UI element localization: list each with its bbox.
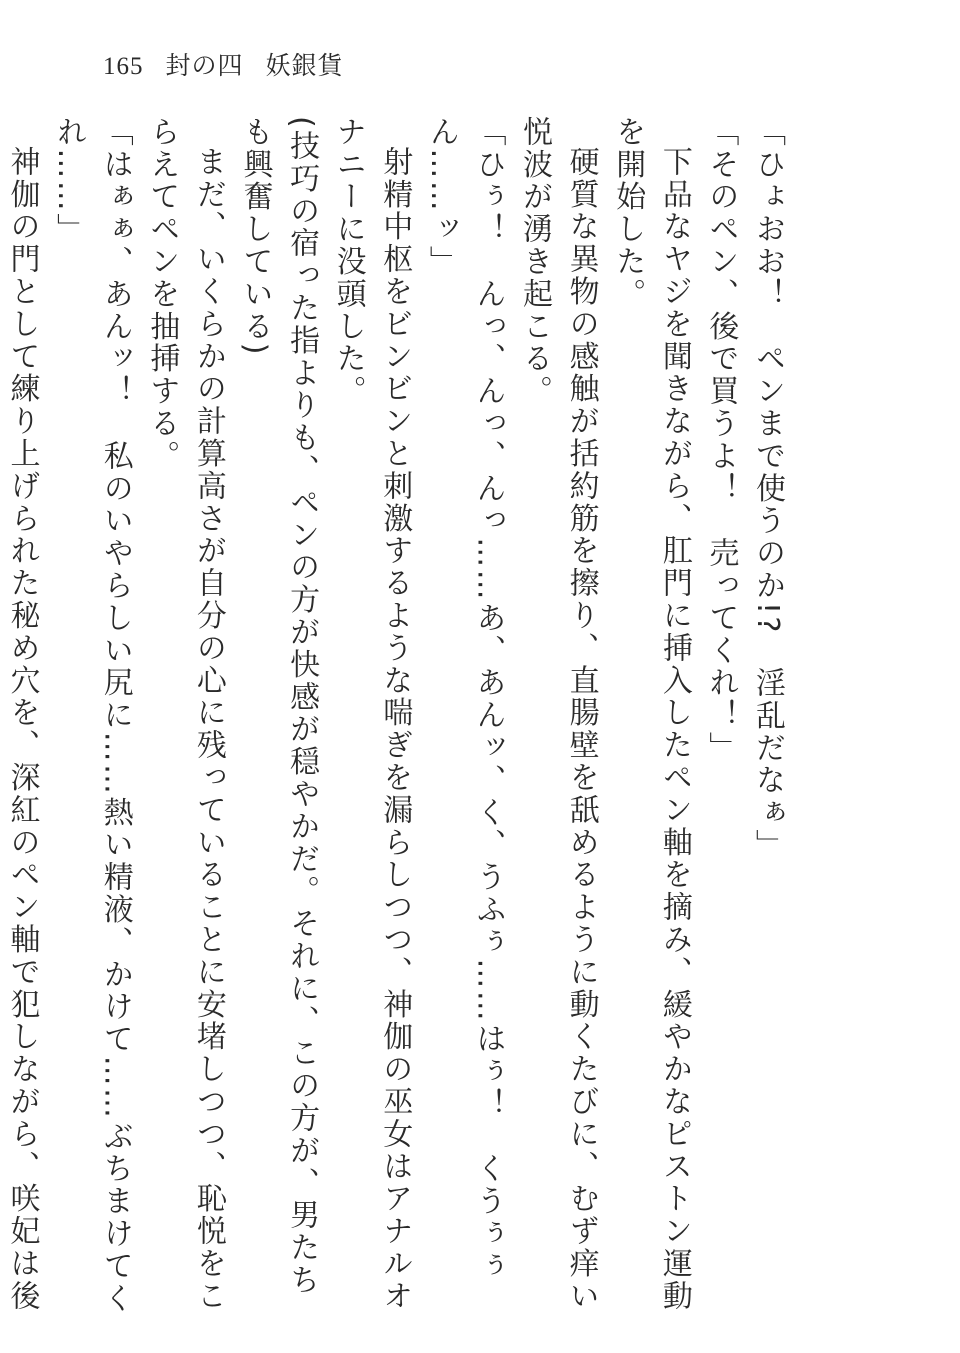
paragraph: 射精中枢をビンビンと刺激するような喘ぎを漏らしつつ、神伽の巫女はアナルオナニーに没頭した。 bbox=[330, 116, 413, 1313]
vertical-text-body bbox=[4, 116, 790, 1316]
paragraph: (技巧の宿った指よりも、ペンの方が快感が穏やかだ。それに、この方が、男たちも興奮している) bbox=[237, 116, 320, 1297]
running-head bbox=[103, 46, 344, 82]
paragraph: 「そのペン、後で買うよ！ 売ってくれ！」 bbox=[703, 116, 739, 764]
paragraph: 「ひょおお！ ペンまで使うのか!? 淫乱だなぁ」 bbox=[750, 116, 785, 862]
paragraph: 下品なヤジを聞きながら、肛門に挿入したペン軸を摘み、緩やかなピストン運動を開始した。 bbox=[610, 116, 692, 1313]
chapter-label: 封の四 bbox=[165, 53, 244, 80]
paragraph: 硬質な異物の感触が括約筋を擦り、直腸壁を舐めるように動くたびに、むず痒い悦波が湧き起こる。 bbox=[517, 116, 599, 1313]
paragraph: まだ、いくらかの計算高さが自分の心に残っていることに安堵しつつ、恥悦をこらえてペンを抽挿する。 bbox=[144, 116, 226, 1313]
paragraph: 神伽の門として練り上げられた秘め穴を、深紅のペン軸で犯しながら、咲妃は後 bbox=[4, 146, 40, 1313]
page-number: 165 bbox=[103, 53, 144, 80]
paragraph: 「はぁぁ、あんッ！ 私のいやらしい尻に……熱い精液、かけて……ぶちまけてくれ……」 bbox=[51, 116, 133, 1315]
paragraph: 「ひぅ！ んっ、んっ、んっ……あ、あんッ、く、うふぅ……はぅ！ くうぅぅん……ッ」 bbox=[423, 116, 506, 1283]
chapter-title: 妖銀貨 bbox=[265, 53, 344, 80]
